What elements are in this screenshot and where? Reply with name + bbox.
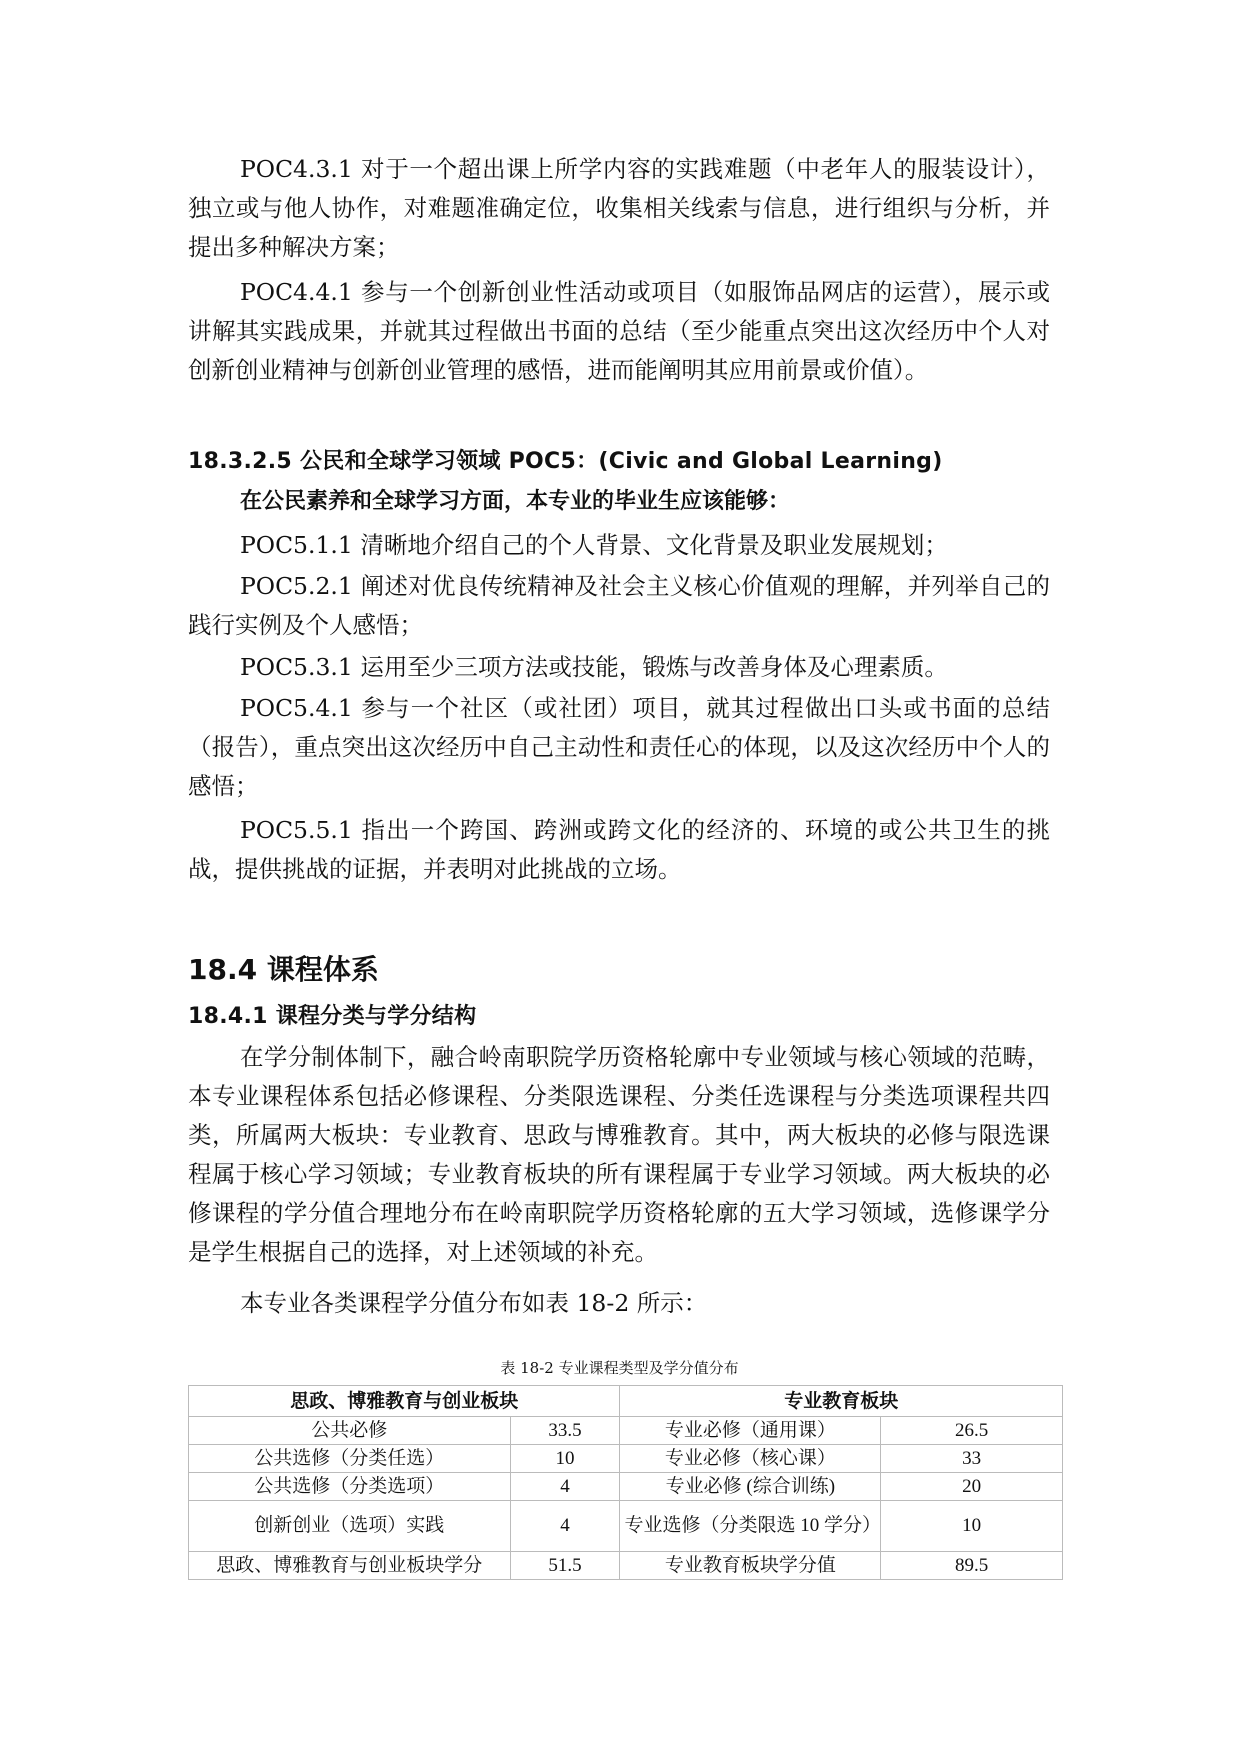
table-row [189, 1417, 1063, 1445]
cell-right-name: 专业必修 (综合训练) [620, 1473, 881, 1501]
table-intro-paragraph: 本专业各类课程学分值分布如表 18-2 所示： [240, 1289, 708, 1317]
poc5-item: POC5.2.1 阐述对优良传统精神及社会主义核心价值观的理解，并列举自己的践行实例及个人感悟； [188, 572, 1050, 639]
section-18-4-1-heading: 18.4.1 课程分类与学分结构 [188, 1004, 477, 1029]
cell-left-value: 51.5 [510, 1552, 620, 1580]
cell-right-value: 89.5 [881, 1552, 1063, 1580]
header-right: 专业教育板块 [620, 1386, 1063, 1417]
table-caption: 表 18-2 专业课程类型及学分值分布 [500, 1359, 739, 1377]
credit-distribution-table [188, 1385, 1063, 1580]
cell-right-value: 10 [881, 1501, 1063, 1552]
cell-right-value: 20 [881, 1473, 1063, 1501]
cell-left-name: 公共选修（分类任选） [189, 1445, 511, 1473]
cell-left-name: 公共必修 [189, 1417, 511, 1445]
curriculum-paragraph: 在学分制体制下，融合岭南职院学历资格轮廓中专业领域与核心领域的范畴，本专业课程体系包括必修课程、分类限选课程、分类任选课程与分类选项课程共四类，所属两大板块：专业教育、思政与博雅教育。其中，两大板块的必修与限选课程属于核心学习领域；专业教育板块的所有课程属于专业学习领域。两大板块的必修课程的学分值合理地分布在岭南职院学历资格轮廓的五大学习领域，选修课学分是学生根据自己的选择，对上述领域的补充。 [188, 1043, 1050, 1266]
table-row [189, 1501, 1063, 1552]
cell-left-name: 公共选修（分类选项） [189, 1473, 511, 1501]
poc5-item: POC5.5.1 指出一个跨国、跨洲或跨文化的经济的、环境的或公共卫生的挑战，提供挑战的证据，并表明对此挑战的立场。 [188, 816, 1050, 883]
poc5-item: POC5.1.1 清晰地介绍自己的个人背景、文化背景及职业发展规划； [240, 531, 948, 559]
poc4-3-1-paragraph: POC4.3.1 对于一个超出课上所学内容的实践难题（中老年人的服装设计），独立或与他人协作，对难题准确定位，收集相关线索与信息，进行组织与分析，并提出多种解决方案； [188, 155, 1050, 261]
cell-right-name: 专业选修（分类限选 10 学分） [620, 1501, 881, 1552]
cell-left-name: 思政、博雅教育与创业板块学分 [189, 1552, 511, 1580]
table-row [189, 1473, 1063, 1501]
poc5-item: POC5.4.1 参与一个社区（或社团）项目，就其过程做出口头或书面的总结（报告），重点突出这次经历中自己主动性和责任心的体现，以及这次经历中个人的感悟； [188, 694, 1050, 800]
table-total-row [189, 1552, 1063, 1580]
cell-left-value: 4 [510, 1501, 620, 1552]
cell-right-value: 33 [881, 1445, 1063, 1473]
poc5-heading: 18.3.2.5 公民和全球学习领域 POC5：(Civic and Global Learning) [188, 449, 943, 474]
table-row [189, 1445, 1063, 1473]
cell-left-value: 4 [510, 1473, 620, 1501]
section-18-4-heading: 18.4 课程体系 [188, 953, 379, 986]
table-header-row [189, 1386, 1063, 1417]
header-left: 思政、博雅教育与创业板块 [189, 1386, 620, 1417]
poc5-item: POC5.3.1 运用至少三项方法或技能，锻炼与改善身体及心理素质。 [240, 653, 948, 681]
poc5-subheading: 在公民素养和全球学习方面，本专业的毕业生应该能够： [240, 489, 791, 514]
poc4-4-1-paragraph: POC4.4.1 参与一个创新创业性活动或项目（如服饰品网店的运营），展示或讲解其实践成果，并就其过程做出书面的总结（至少能重点突出这次经历中个人对创新创业精神与创新创业管理的感悟，进而能阐明其应用前景或价值）。 [188, 278, 1050, 384]
cell-right-name: 专业必修（通用课） [620, 1417, 881, 1445]
cell-left-value: 33.5 [510, 1417, 620, 1445]
cell-right-name: 专业教育板块学分值 [620, 1552, 881, 1580]
cell-right-name: 专业必修（核心课） [620, 1445, 881, 1473]
cell-left-name: 创新创业（选项）实践 [189, 1501, 511, 1552]
cell-right-value: 26.5 [881, 1417, 1063, 1445]
cell-left-value: 10 [510, 1445, 620, 1473]
